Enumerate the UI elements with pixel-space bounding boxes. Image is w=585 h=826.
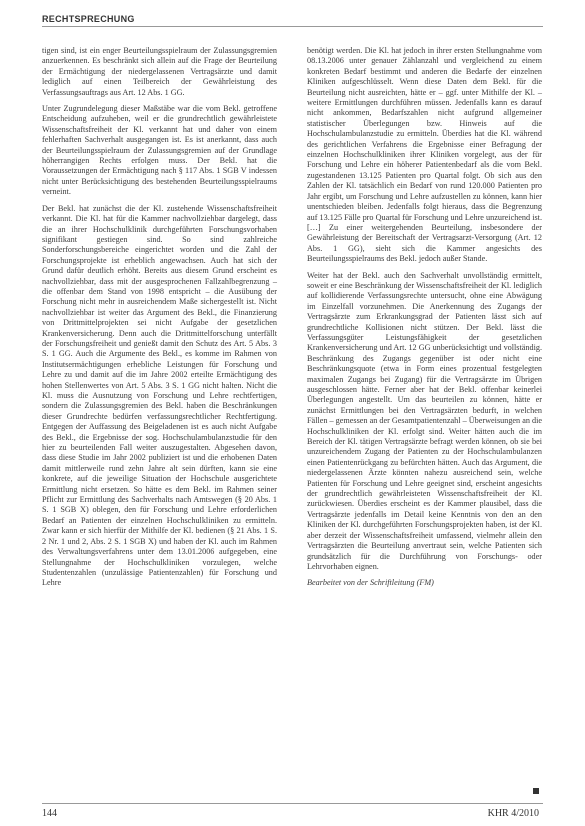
page-number: 144 bbox=[42, 808, 57, 819]
right-column bbox=[307, 46, 542, 595]
end-of-article-square-icon bbox=[533, 788, 539, 794]
journal-issue: KHR 4/2010 bbox=[487, 808, 539, 819]
paragraph: Der Bekl. hat zunächst die der Kl. zustehende Wissenschaftsfreiheit verkannt. Die Kl. hat für die Kammer nachvollziehbar dargelegt, dass die an ihrer Hochschulklinik durchgeführten Forschungsvorhaben signifikant gestiegen sind. So sind zahlreiche Sonderforschungsbereiche eingerichtet worden und die Zahl der Forschungsprojekte ist erheblich angewachsen. Auch hat sich der Grund dafür deutlich erhöht. Bereits aus diesem Grund erscheint es nachvollziehbar, dass mit der ausgesprochenen Fallzahlbegrenzung – die offenbar dem Stand von 1998 entspricht – die Ausübung der Forschung nicht mehr in ausreichendem Maße sichergestellt ist. Nicht nachvollziehbar ist weiter das Argument des Bekl., die Finanzierung von Drittmittelprojekten sei nicht Aufgabe der gesetzlichen Krankenversicherung. Denn auch die Drittmittelforschung unterfällt der Forschungsfreiheit und genießt damit den Schutz des Art. 5 Abs. 3 S. 1 GG. Auch die Argumente des Bekl., es komme im Rahmen von Institutsermächtigungen erhebliche Leistungen für Forschung und Lehre zu und damit auf die im Jahre 2002 erteilte Ermächtigung des hohen Stellenwertes von Art. 5 Abs. 3 S. 1 GG nicht halten. Nicht die Kl. muss die Ausnutzung von Forschung und Lehre rechtfertigen, sondern die Zulassungsgremien des Bekl. haben die Beschränkungen dieser Grundrechte bedürfen verfassungsrechtlicher Rechtfertigung. Entgegen der Auffassung des Beigeladenen ist es auch nicht Aufgabe des Bekl., die Ergebnisse der sog. Hochschulambulanzstudie für den hier zu beurteilenden Fall weiter auszugestalten. Abgesehen davon, dass diese Studie im Jahr 2002 publiziert ist und die erhobenen Daten damit mittlerweile rund zehn Jahre alt sein dürften, kann sie eine konkrete, auf die jeweilige Situation der Hochschule ausgerichtete Ermittlung nicht ersetzen. So hätte es dem Bekl. im Rahmen seiner Pflicht zur Ermittlung des Sachverhalts nach Amtswegen (§ 20 Abs. 1 S. 1 SGB X) oblegen, den für Forschung und Lehre erforderlichen Bedarf an Patienten der einzelnen Hochschulkliniken zu ermitteln. Zwar kann er sich hierfür der Mithilfe der Kl. bedienen (§ 21 Abs. 1 S. 2 Nr. 1 und 2, Abs. 2 S. 1 SGB X) und haben der Kl. auch im Rahmen des Verwaltungsverfahrens unter dem 13.01.2006 aufgegeben, eine Stellungnahme der Hochschulkliniken vorzulegen, welche Studentenzahlen (unzulässige Patientenzahlen) für Forschung und Lehre bbox=[42, 203, 277, 588]
paragraph: benötigt werden. Die Kl. hat jedoch in ihrer ersten Stellungnahme vom 08.13.2006 unter genauer Zählanzahl und vergleichend zu einem konkreten Bedarf bestimmt und anderen die Bedarfe der einzelnen Kliniken aufgeschlüsselt. Wenn diese Daten dem Bekl. für die Beurteilung nicht ausreichten, hätte er – ggf. unter Mithilfe der Kl. – weitere Ermittlungen durchführen müssen. Jedenfalls kann es darauf nicht ankommen, Bedarfszahlen nicht aufgrund allgemeiner statistischer Überlegungen bzw. Hinweis auf die Hochschulambulanzstudie zu ermitteln. Überdies hat die Kl. während des gerichtlichen Verfahrens die Ergebnisse einer Befragung der einzelnen Hochschulkliniken ihrer Kliniken vorgelegt, aus der für Forschung und Lehre ein höherer Patientenbedarf als die vom Bekl. zugestandenen 13.125 Patienten pro Quartal folgt. Ob sich aus den Zahlen der Kl. tatsächlich ein Bedarf von rund 120.000 Patienten pro Jahr ergibt, um Forschung und Lehre aufzustellen zu können, kann hier unentschieden bleiben. Jedenfalls folgt hieraus, dass die Begrenzung auf 13.125 Fälle pro Quartal für Forschung und Lehre unzureichend ist. […] Zu einer weitergehenden Beurteilung, insbesondere der Gewährleistung der Bereitschaft der Vertragsarzt-Versorgung (Art. 12 Abs. 1 GG), sieht sich die Kammer angesichts des Beurteilungsspielraums des Bekl. jedoch außer Stande. bbox=[307, 46, 542, 264]
header-rule bbox=[42, 26, 543, 27]
paragraph: Unter Zugrundelegung dieser Maßstäbe war die vom Bekl. getroffene Entscheidung aufzuheben, weil er die grundrechtlich gewährleistete Wissenschaftsfreiheit der Kl. verkannt hat und daher von einem fehlerhaften Sachverhalt ausgegangen ist. Es ist anerkannt, dass auch der Beurteilungsspielraum der Zulassungsgremien auf der Grundlage höherrangigen Rechts erfolgen muss. Der Bekl. hat die Voraussetzungen der Ermächtigung nach § 117 Abs. 1 SGB V indessen nicht unter Berücksichtigung des bestehenden Beurteilungsspielraums verneint. bbox=[42, 104, 277, 197]
footer-rule bbox=[42, 803, 543, 804]
paragraph: Weiter hat der Bekl. auch den Sachverhalt unvollständig ermittelt, soweit er eine Beschränkung der Wissenschaftsfreiheit der Kl. lediglich auf kollidierende Verfassungsrechte untersucht, ohne eine Abwägung im Einzelfall vorzunehmen. Die Anerkennung des Zugangs der Vertragsärzte zum Erkrankungsgrad der Patienten lässt sich auf grundrechtliche Kollisionen nicht stützen. Der Bekl. lässt die Verfassungsgüter Leistungsfähigkeit der gesetzlichen Krankenversicherung und Art. 12 GG unberücksichtigt und vollständig. Beschränkung des Zugangs gegenüber ist oder nicht eine Beschränkungsquote (etwa in Form eines prozentual festgelegten maximalen Zugangs bei Zugang) für die Vertragsärzte im Übrigen ausgeschlossen hätte. Ferner aber hat der Bekl. offenbar keinerlei Überlegungen angestellt. Um das beurteilen zu können, hätte er zunächst Ermittlungen bei den Vertragsärzten bedurft, in welchen Fällen – gemessen an der Gesamtpatientenzahl – Überweisungen an die Hochschulkliniken der Kl. erfolgt sind. Weiter hätten auch die im Bereich der Kl. tätigen Vertragsärzte befragt werden können, ob sie bei unzureichendem Zugang der Patienten zu der Hochschulambulanzen einen Patientenrückgang zu befürchten hätten. Auch das Argument, die niedergelassenen Ärzte könnten nahezu ausreichend sein, welche Patienten für Forschung und Lehre geeignet sind, erscheint angesichts der grundrechtlich gewährleisteten Wissenschaftsfreiheit der Kl. zurückwiesen. Überdies erscheint es der Kammer plausibel, dass die Vertragsärzte jedenfalls im Detail keine Kenntnis von den an den Kliniken der Kl. durchgeführten Forschungsprojekten haben, ist der Kl. aber derzeit der Wissenschaftsfreiheit umfassend, vielmehr allein den Vertragsärzten die Beurteilung anvertraut sein, welche Patienten sich grundsätzlich für die Durchführung von Forschungs- oder Lehrvorhaben eignen. bbox=[307, 270, 542, 571]
running-head: RECHTSPRECHUNG bbox=[42, 14, 135, 24]
paragraph: tigen sind, ist ein enger Beurteilungsspielraum der Zulassungsgremien anzuerkennen. Es beschränkt sich allein auf die Frage der Beurteilung der Ermächtigung der niedergelassenen Vertragsärzte und damit lediglich auf einen Teilbereich der Gewährleistung des Verfassungsauftrags aus Art. 12 Abs. 1 GG. bbox=[42, 46, 277, 97]
editor-note: Bearbeitet von der Schriftleitung (FM) bbox=[307, 578, 434, 588]
left-column bbox=[42, 46, 277, 595]
